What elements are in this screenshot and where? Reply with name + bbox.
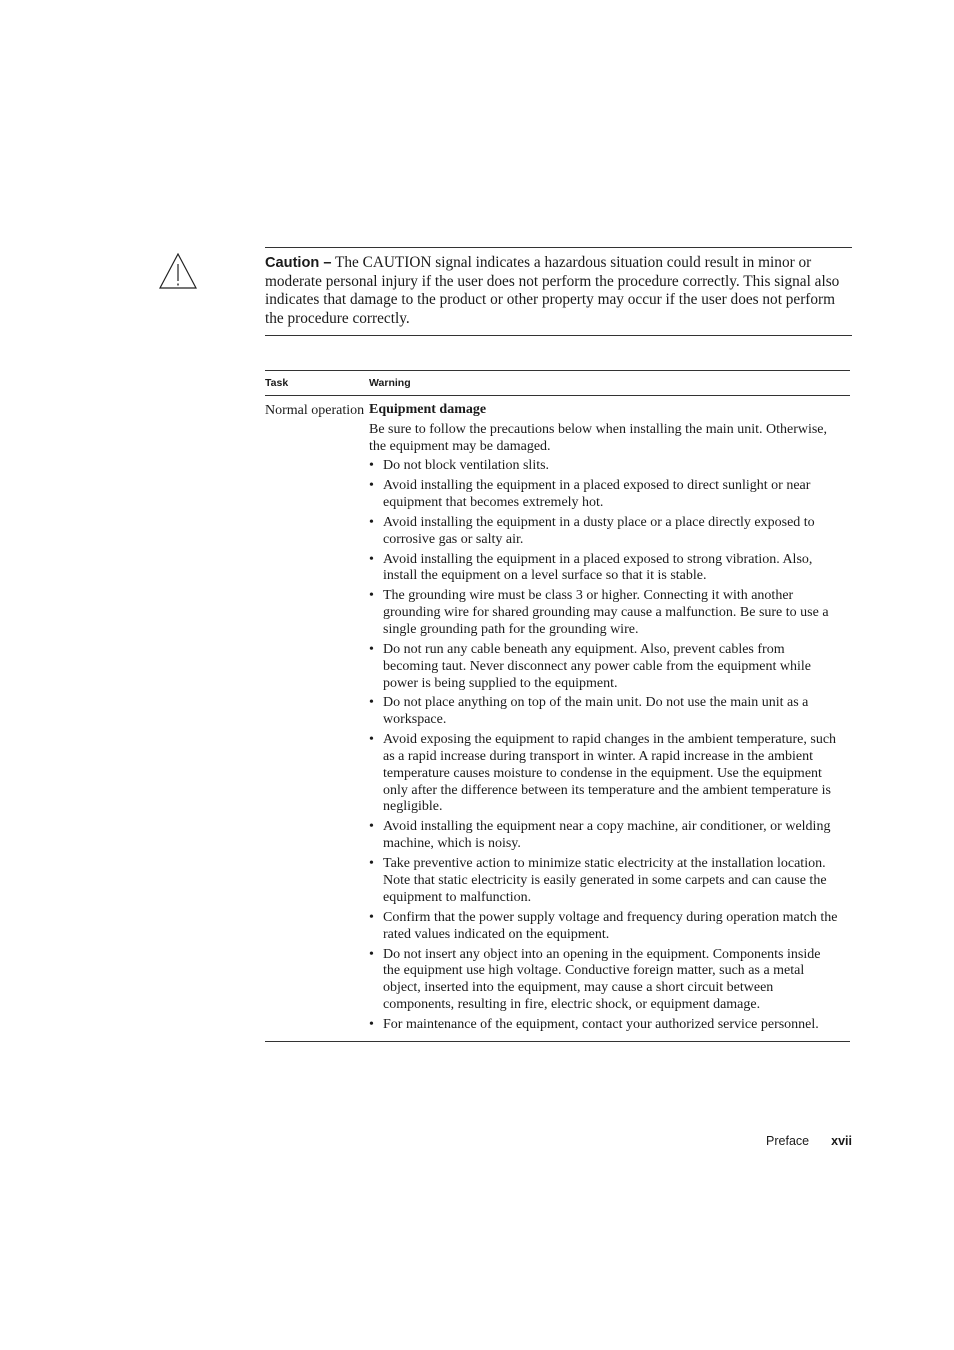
warning-intro: Be sure to follow the precautions below when installing the main unit. Otherwise, the equipment may be damaged. xyxy=(369,422,828,454)
warning-heading: Equipment damage xyxy=(369,402,487,417)
list-item: • Do not insert any object into an opening in the equipment. Components inside the equipment use high voltage. Conductive foreign matter, such as a metal object, inserted into the equipment, may cause a short circuit between components, resulting in fire, electric shock, or equipment damage. xyxy=(369,946,821,1012)
warning-cell xyxy=(369,401,839,1037)
caution-notice xyxy=(265,247,852,336)
task-cell: Normal operation xyxy=(265,403,365,418)
caution-triangle-icon xyxy=(159,253,197,289)
page-number: xvii xyxy=(831,1134,852,1148)
caution-paragraph xyxy=(265,254,852,328)
precautions-list xyxy=(369,458,839,1034)
list-item: • Avoid installing the equipment in a dusty place or a place directly exposed to corrosive gas or salty air. xyxy=(369,514,815,547)
list-item: • Do not place anything on top of the main unit. Do not use the main unit as a workspace. xyxy=(369,695,809,728)
warning-table xyxy=(265,370,850,1042)
list-item: • Confirm that the power supply voltage and frequency during operation match the rated values indicated on the equipment. xyxy=(369,909,838,942)
list-item: • The grounding wire must be class 3 or higher. Connecting it with another grounding wire for shared grounding may cause a malfunction. Be sure to use a single grounding path for the grounding wire. xyxy=(369,588,829,637)
header-warning: Warning xyxy=(369,377,411,389)
list-item: • Avoid exposing the equipment to rapid changes in the ambient temperature, such as a rapid increase during transport in winter. A rapid increase in the ambient temperature causes moisture to condense in the equipment. Use the equipment only after the difference between its temperature and the ambient temperature is negligible. xyxy=(369,732,837,815)
list-item: • Avoid installing the equipment near a copy machine, air conditioner, or welding machine, which is noisy. xyxy=(369,819,831,852)
list-item: • Do not run any cable beneath any equipment. Also, prevent cables from becoming taut. Never disconnect any power cable from the equipment while power is being supplied to the equipment. xyxy=(369,641,812,691)
caution-body: The CAUTION signal indicates a hazardous situation could result in minor or moderate personal injury if the user does not perform the procedure correctly. This signal also indicates that damage to the product or other property may occur if the user does not perform the procedure correctly. xyxy=(265,254,840,327)
list-item: • Take preventive action to minimize static electricity at the installation location. Note that static electricity is easily generated in some carpets and can cause the equipment to malfunction. xyxy=(369,856,827,905)
table-header xyxy=(265,371,850,396)
list-item: • Avoid installing the equipment in a placed exposed to strong vibration. Also, install the equipment on a level surface so that it is stable. xyxy=(369,551,813,584)
header-task: Task xyxy=(265,377,289,389)
table-row xyxy=(265,396,850,1041)
page-footer xyxy=(766,1134,852,1148)
footer-section: Preface xyxy=(766,1134,810,1148)
caution-label: Caution – xyxy=(265,255,332,271)
list-item: • Do not block ventilation slits. xyxy=(369,458,550,473)
list-item: • Avoid installing the equipment in a placed exposed to direct sunlight or near equipment that becomes extremely hot. xyxy=(369,477,811,510)
list-item: • For maintenance of the equipment, contact your authorized service personnel. xyxy=(369,1016,819,1032)
